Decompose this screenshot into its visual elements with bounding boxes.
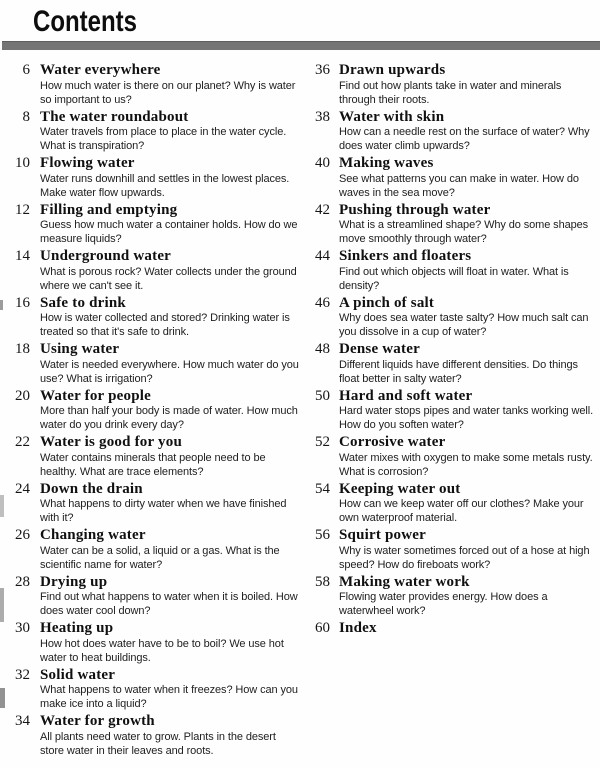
toc-entry-description: Hard water stops pipes and water tanks working well. How do you soften water? bbox=[339, 405, 594, 431]
toc-entry-description: Guess how much water a container holds. How do we measure liquids? bbox=[40, 219, 298, 245]
toc-page-number: 60 bbox=[315, 620, 330, 636]
toc-page-number: 48 bbox=[315, 341, 330, 357]
toc-entry-title: Index bbox=[339, 620, 377, 636]
toc-entry-body bbox=[40, 202, 302, 247]
toc-entry-description: Find out what happens to water when it is boiled. How does water cool down? bbox=[40, 591, 298, 617]
toc-entry-description: How is water collected and stored? Drinking water is treated so that it's safe to drink. bbox=[40, 312, 290, 338]
toc-page-number: 56 bbox=[315, 527, 330, 543]
toc-entry-description: What is a streamlined shape? Why do some shapes move smoothly through water? bbox=[339, 219, 589, 245]
toc-entry-title: Making water work bbox=[339, 573, 470, 590]
toc-entry-body bbox=[40, 574, 302, 619]
toc-entry-description: Find out which objects will float in water. What is density? bbox=[339, 265, 569, 292]
toc-page-number: 22 bbox=[15, 434, 30, 450]
toc-entry-description: Water is needed everywhere. How much water do you use? What is irrigation? bbox=[40, 358, 299, 385]
toc-page-number: 42 bbox=[315, 201, 330, 218]
toc-entry-title: Corrosive water bbox=[339, 434, 446, 450]
toc-page-number: 10 bbox=[15, 155, 30, 171]
toc-entry-title: Water everywhere bbox=[40, 62, 161, 78]
toc-entry-body bbox=[339, 62, 599, 107]
toc-entry bbox=[6, 620, 306, 665]
toc-entry-title: Keeping water out bbox=[339, 480, 461, 497]
toc-entry-title: Underground water bbox=[40, 248, 172, 264]
toc-entry bbox=[306, 434, 600, 479]
toc-entry-title: Drawn upwards bbox=[339, 62, 446, 78]
toc-entry bbox=[306, 388, 600, 433]
toc-entry-description: Water mixes with oxygen to make some metals rusty. What is corrosion? bbox=[339, 451, 593, 478]
toc-entry bbox=[6, 388, 306, 433]
toc-entry bbox=[6, 527, 306, 572]
toc-entry-title: Hard and soft water bbox=[339, 387, 473, 404]
toc-page-number: 40 bbox=[315, 155, 330, 171]
toc-entry-body bbox=[339, 527, 599, 572]
toc-entry-title: Dense water bbox=[339, 341, 420, 357]
toc-entry-body bbox=[339, 109, 599, 154]
toc-entry-description: What is porous rock? Water collects under the ground where we can't see it. bbox=[40, 265, 297, 292]
toc-entry-body bbox=[40, 341, 302, 386]
toc-entry-body bbox=[339, 248, 599, 293]
toc-entry bbox=[6, 62, 306, 107]
toc-entry-title: Squirt power bbox=[339, 527, 426, 543]
toc-entry-description: All plants need water to grow. Plants in the desert store water in their leaves and roots. bbox=[40, 730, 276, 757]
toc-entry bbox=[6, 248, 306, 293]
toc-entry-body bbox=[40, 155, 302, 200]
toc-entry-title: Flowing water bbox=[40, 155, 135, 171]
toc-entry-description: See what patterns you can make in water. How do waves in the sea move? bbox=[339, 172, 579, 199]
toc-entry bbox=[6, 109, 306, 154]
contents-column-left bbox=[6, 62, 306, 760]
toc-entry bbox=[6, 434, 306, 479]
toc-page-number: 16 bbox=[15, 294, 30, 311]
toc-entry bbox=[6, 341, 306, 386]
toc-entry-body bbox=[40, 713, 302, 758]
toc-page-number: 46 bbox=[315, 294, 330, 311]
toc-entry-description: How hot does water have to be to boil? We use hot water to heat buildings. bbox=[40, 637, 284, 664]
toc-entry bbox=[306, 248, 600, 293]
toc-entry-description: Why is water sometimes forced out of a hose at high speed? How do fireboats work? bbox=[339, 544, 590, 571]
toc-page-number: 14 bbox=[15, 248, 30, 264]
toc-entry bbox=[306, 527, 600, 572]
toc-entry-body bbox=[40, 620, 302, 665]
toc-entry-description: Flowing water provides energy. How does a waterwheel work? bbox=[339, 591, 548, 617]
toc-entry bbox=[306, 341, 600, 386]
toc-entry-body bbox=[40, 481, 302, 526]
toc-entry-body bbox=[40, 295, 302, 340]
toc-page-number: 58 bbox=[315, 573, 330, 590]
toc-entry bbox=[306, 481, 600, 526]
toc-entry bbox=[306, 202, 600, 247]
toc-page-number: 28 bbox=[15, 573, 30, 590]
toc-entry-body bbox=[40, 667, 302, 712]
toc-page-number: 26 bbox=[15, 527, 30, 543]
toc-entry-body bbox=[339, 295, 599, 340]
toc-entry bbox=[6, 155, 306, 200]
toc-entry-description: More than half your body is made of water. How much water do you drink every day? bbox=[40, 405, 298, 431]
toc-entry-description: Water contains minerals that people need to be healthy. What are trace elements? bbox=[40, 451, 266, 478]
toc-entry-description: Why does sea water taste salty? How much salt can you dissolve in a cup of water? bbox=[339, 312, 589, 338]
toc-entry-description: What happens to water when it freezes? How can you make ice into a liquid? bbox=[40, 684, 298, 710]
toc-entry bbox=[306, 620, 600, 637]
toc-entry-description: Different liquids have different densities. Do things float better in salty water? bbox=[339, 358, 578, 385]
toc-entry bbox=[306, 155, 600, 200]
toc-entry-body bbox=[339, 481, 599, 526]
toc-page-number: 12 bbox=[15, 201, 30, 218]
toc-entry bbox=[6, 667, 306, 712]
toc-entry-body bbox=[339, 620, 599, 637]
toc-entry-title: Heating up bbox=[40, 620, 114, 636]
toc-entry-title: The water roundabout bbox=[40, 108, 189, 125]
toc-entry-title: Sinkers and floaters bbox=[339, 248, 472, 264]
toc-entry-body bbox=[339, 574, 599, 619]
toc-page-number: 36 bbox=[315, 62, 330, 78]
toc-entry-description: How can a needle rest on the surface of water? Why does water climb upwards? bbox=[339, 126, 590, 152]
toc-entry-title: Drying up bbox=[40, 573, 108, 590]
toc-entry bbox=[306, 574, 600, 619]
toc-page-number: 54 bbox=[315, 480, 330, 497]
toc-page-number: 18 bbox=[15, 341, 30, 357]
toc-entry-description: Water travels from place to place in the water cycle. What is transpiration? bbox=[40, 126, 287, 152]
toc-page-number: 8 bbox=[22, 108, 30, 125]
toc-entry-body bbox=[339, 388, 599, 433]
toc-entry-description: What happens to dirty water when we have finished with it? bbox=[40, 498, 287, 524]
toc-entry-title: Pushing through water bbox=[339, 201, 491, 218]
toc-entry-title: Safe to drink bbox=[40, 294, 126, 311]
scan-artifact bbox=[0, 300, 3, 310]
toc-entry-title: Solid water bbox=[40, 666, 116, 683]
toc-page-number: 30 bbox=[15, 620, 30, 636]
toc-entry-title: Water is good for you bbox=[40, 434, 182, 450]
toc-page-number: 52 bbox=[315, 434, 330, 450]
toc-entry-body bbox=[40, 248, 302, 293]
toc-entry-body bbox=[339, 434, 599, 479]
toc-entry bbox=[6, 713, 306, 758]
toc-entry-title: Water for people bbox=[40, 387, 151, 404]
toc-page-number: 44 bbox=[315, 248, 330, 264]
toc-entry-body bbox=[40, 388, 302, 433]
scan-artifact bbox=[0, 688, 5, 708]
toc-page-number: 6 bbox=[22, 62, 30, 78]
contents-columns bbox=[6, 62, 600, 760]
toc-entry bbox=[6, 202, 306, 247]
contents-column-right bbox=[306, 62, 600, 760]
title-rule bbox=[2, 41, 600, 50]
toc-entry-title: Using water bbox=[40, 341, 120, 357]
scan-artifact bbox=[0, 588, 4, 622]
toc-entry-body bbox=[339, 202, 599, 247]
toc-entry-body bbox=[40, 527, 302, 572]
toc-entry bbox=[6, 481, 306, 526]
toc-entry-body bbox=[339, 341, 599, 386]
toc-entry-body bbox=[339, 155, 599, 200]
toc-page-number: 20 bbox=[15, 387, 30, 404]
toc-page-number: 24 bbox=[15, 480, 30, 497]
toc-entry-description: Water can be a solid, a liquid or a gas. What is the scientific name for water? bbox=[40, 544, 280, 571]
toc-entry-body bbox=[40, 62, 302, 107]
toc-entry bbox=[306, 109, 600, 154]
toc-entry-title: Water for growth bbox=[40, 713, 155, 729]
toc-entry bbox=[6, 295, 306, 340]
toc-entry bbox=[306, 62, 600, 107]
toc-page-number: 38 bbox=[315, 108, 330, 125]
toc-entry bbox=[6, 574, 306, 619]
toc-entry-description: Water runs downhill and settles in the lowest places. Make water flow upwards. bbox=[40, 172, 290, 199]
toc-page-number: 50 bbox=[315, 387, 330, 404]
toc-entry-description: Find out how plants take in water and minerals through their roots. bbox=[339, 79, 562, 106]
toc-entry-description: How can we keep water off our clothes? Make your own waterproof material. bbox=[339, 498, 584, 524]
page-title: Contents bbox=[33, 5, 137, 38]
toc-entry-title: A pinch of salt bbox=[339, 294, 435, 311]
toc-entry-title: Water with skin bbox=[339, 108, 445, 125]
toc-entry-title: Changing water bbox=[40, 527, 146, 543]
toc-page-number: 32 bbox=[15, 666, 30, 683]
toc-entry-title: Filling and emptying bbox=[40, 201, 178, 218]
toc-entry-description: How much water is there on our planet? Why is water so important to us? bbox=[40, 79, 296, 106]
toc-entry-body bbox=[40, 434, 302, 479]
scan-artifact bbox=[0, 495, 4, 517]
toc-entry-title: Making waves bbox=[339, 155, 434, 171]
toc-page-number: 34 bbox=[15, 713, 30, 729]
toc-entry-body bbox=[40, 109, 302, 154]
toc-entry-title: Down the drain bbox=[40, 480, 143, 497]
toc-entry bbox=[306, 295, 600, 340]
